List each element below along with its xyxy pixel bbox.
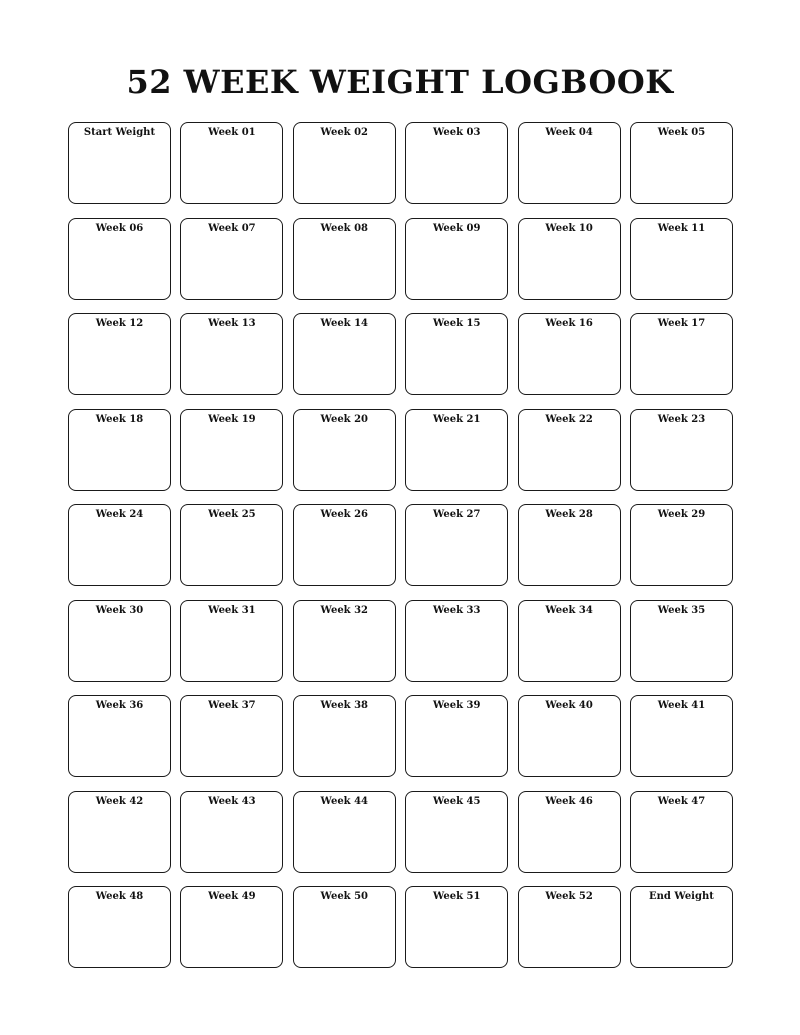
log-cell-label: Week 43 (208, 795, 256, 807)
log-cell-label: Week 07 (208, 222, 256, 234)
log-cell-label: Week 06 (95, 222, 144, 234)
log-cell[interactable] (518, 409, 621, 491)
log-cell-label: Week 01 (208, 127, 256, 138)
log-cell[interactable] (518, 600, 621, 682)
log-cell-label: Week 19 (208, 413, 256, 425)
log-cell-label: Week 18 (95, 413, 144, 425)
log-cell[interactable] (293, 122, 396, 204)
log-cell[interactable] (293, 313, 396, 395)
weight-log-grid (68, 122, 733, 968)
log-cell[interactable] (405, 600, 508, 682)
log-cell-label: Week 47 (657, 795, 706, 807)
log-cell-label: Week 39 (432, 700, 481, 711)
log-cell[interactable] (405, 313, 508, 395)
log-cell[interactable] (518, 122, 621, 204)
log-cell[interactable] (293, 886, 396, 968)
log-cell[interactable] (405, 122, 508, 204)
log-cell-label: Week 48 (95, 891, 144, 902)
log-cell-label: Week 16 (545, 318, 593, 329)
log-cell[interactable] (293, 600, 396, 682)
log-cell-label: Week 20 (320, 413, 369, 425)
log-cell-label: Week 27 (432, 509, 481, 520)
log-cell[interactable] (630, 122, 733, 204)
log-cell[interactable] (293, 791, 396, 873)
log-cell-label: Week 29 (657, 509, 706, 520)
log-cell-label: Week 46 (545, 795, 593, 807)
log-cell-label: Week 24 (95, 509, 144, 520)
log-cell[interactable] (180, 791, 283, 873)
log-cell-label: Week 03 (432, 127, 481, 138)
log-cell-label: Week 41 (657, 700, 706, 711)
log-cell[interactable] (180, 504, 283, 586)
log-cell-label: Week 50 (320, 891, 369, 902)
log-cell[interactable] (180, 218, 283, 300)
log-cell-label: Week 02 (320, 127, 369, 138)
log-cell-label: Week 13 (208, 318, 256, 329)
log-cell-label: Week 04 (545, 127, 593, 138)
log-cell-label: Week 31 (208, 604, 256, 616)
log-cell-label: Start Weight (83, 127, 156, 138)
log-cell[interactable] (68, 791, 171, 873)
log-cell-label: Week 21 (432, 413, 481, 425)
log-cell[interactable] (68, 886, 171, 968)
log-cell[interactable] (68, 122, 171, 204)
log-cell[interactable] (180, 886, 283, 968)
log-cell[interactable] (68, 313, 171, 395)
log-cell[interactable] (180, 313, 283, 395)
log-cell[interactable] (293, 504, 396, 586)
log-cell-label: Week 44 (320, 795, 369, 807)
log-cell[interactable] (630, 504, 733, 586)
log-cell-label: Week 05 (657, 127, 706, 138)
log-cell[interactable] (180, 695, 283, 777)
log-cell-label: Week 37 (208, 700, 256, 711)
log-cell[interactable] (630, 600, 733, 682)
log-cell-label: Week 25 (208, 509, 256, 520)
log-cell-label: End Weight (649, 891, 714, 902)
log-cell[interactable] (68, 218, 171, 300)
log-cell-label: Week 32 (320, 604, 369, 616)
log-cell[interactable] (405, 791, 508, 873)
log-cell-label: Week 14 (320, 318, 369, 329)
log-cell[interactable] (180, 409, 283, 491)
log-cell[interactable] (405, 504, 508, 586)
log-cell[interactable] (630, 695, 733, 777)
log-cell[interactable] (405, 886, 508, 968)
log-cell[interactable] (293, 695, 396, 777)
log-cell[interactable] (180, 600, 283, 682)
log-cell-label: Week 23 (657, 413, 706, 425)
log-cell[interactable] (518, 886, 621, 968)
log-cell[interactable] (293, 409, 396, 491)
log-cell-label: Week 15 (432, 318, 481, 329)
log-cell[interactable] (518, 504, 621, 586)
log-cell-label: Week 38 (320, 700, 369, 711)
log-cell-label: Week 35 (657, 604, 706, 616)
log-cell-label: Week 28 (545, 509, 593, 520)
page-title: 52 WEEK WEIGHT LOGBOOK (126, 63, 674, 101)
log-cell-label: Week 22 (545, 413, 593, 425)
log-cell[interactable] (68, 409, 171, 491)
log-cell-label: Week 17 (657, 318, 706, 329)
log-cell-label: Week 51 (432, 891, 481, 902)
log-cell[interactable] (68, 600, 171, 682)
log-cell[interactable] (630, 886, 733, 968)
log-cell[interactable] (630, 409, 733, 491)
log-cell[interactable] (518, 313, 621, 395)
log-cell-label: Week 49 (208, 891, 256, 902)
log-cell[interactable] (405, 409, 508, 491)
log-cell-label: Week 08 (320, 222, 369, 234)
log-cell[interactable] (630, 791, 733, 873)
log-cell-label: Week 11 (657, 222, 706, 234)
log-cell[interactable] (293, 218, 396, 300)
log-cell[interactable] (405, 218, 508, 300)
log-cell-label: Week 42 (95, 795, 144, 807)
log-cell[interactable] (68, 695, 171, 777)
log-cell-label: Week 09 (432, 222, 481, 234)
log-cell-label: Week 26 (320, 509, 369, 520)
log-cell[interactable] (68, 504, 171, 586)
log-cell-label: Week 34 (545, 604, 593, 616)
log-cell-label: Week 36 (95, 700, 144, 711)
log-cell-label: Week 33 (432, 604, 481, 616)
log-cell[interactable] (518, 791, 621, 873)
log-cell[interactable] (180, 122, 283, 204)
log-cell-label: Week 40 (545, 700, 593, 711)
log-cell[interactable] (518, 218, 621, 300)
log-cell-label: Week 52 (545, 891, 593, 902)
log-cell-label: Week 12 (95, 318, 144, 329)
log-cell[interactable] (630, 313, 733, 395)
log-cell[interactable] (518, 695, 621, 777)
log-cell-label: Week 30 (95, 604, 144, 616)
log-cell-label: Week 10 (545, 222, 593, 234)
log-cell[interactable] (630, 218, 733, 300)
log-cell-label: Week 45 (432, 795, 481, 807)
log-cell[interactable] (405, 695, 508, 777)
